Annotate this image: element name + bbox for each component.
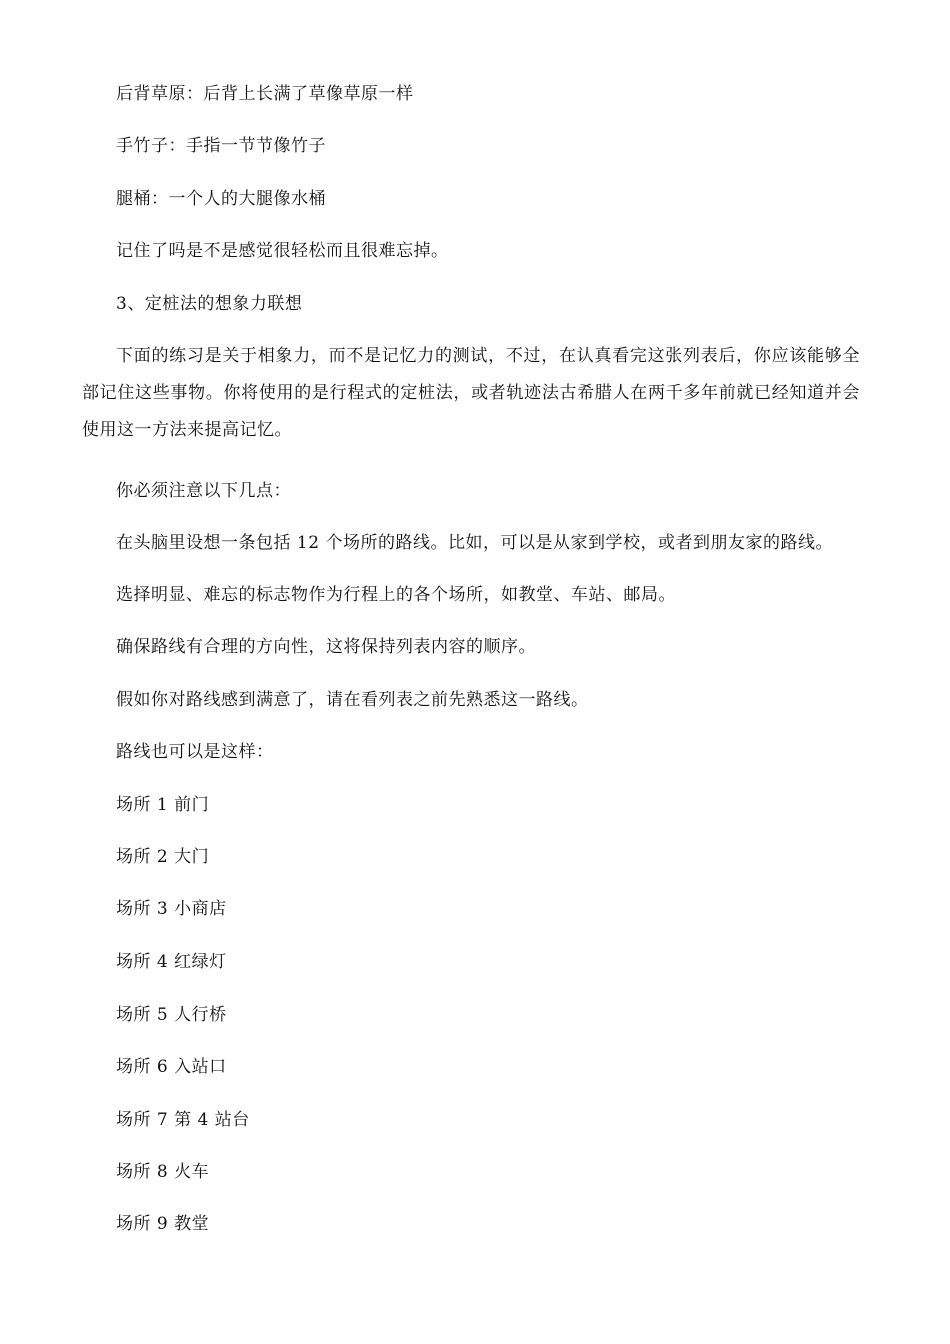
text-line-leg-bucket: 腿桶：一个人的大腿像水桶 [116, 189, 326, 209]
text-line-notes-intro: 你必须注意以下几点： [116, 481, 291, 501]
text-line-route-12-places: 在头脑里设想一条包括 12 个场所的路线。比如，可以是从家到学校，或者到朋友家的路线。 [116, 533, 833, 553]
text-line-landmarks: 选择明显、难忘的标志物作为行程上的各个场所，如教堂、车站、邮局。 [116, 585, 676, 605]
text-line-back-grassland: 后背草原：后背上长满了草像草原一样 [116, 84, 414, 104]
list-item-place-9: 场所 9 教堂 [116, 1214, 210, 1234]
section-heading-peg-method: 3、定桩法的想象力联想 [116, 294, 303, 314]
list-item-place-7: 场所 7 第 4 站台 [116, 1110, 250, 1130]
intro-paragraph: 下面的练习是关于相象力，而不是记忆力的测试，不过，在认真看完这张列表后，你应该能够全部记住这些事物。你将使用的是行程式的定桩法，或者轨迹法古希腊人在两千多年前就已经知道并会使用这一方法来提高记忆。 [82, 346, 860, 440]
list-item-place-8: 场所 8 火车 [116, 1162, 210, 1182]
list-item-place-2: 场所 2 大门 [116, 847, 210, 867]
list-item-place-5: 场所 5 人行桥 [116, 1005, 227, 1025]
list-item-place-6: 场所 6 入站口 [116, 1057, 227, 1077]
list-item-place-1: 场所 1 前门 [116, 795, 210, 815]
list-item-place-3: 场所 3 小商店 [116, 899, 227, 919]
text-line-hand-bamboo: 手竹子：手指一节节像竹子 [116, 136, 326, 156]
text-line-remember-question: 记住了吗是不是感觉很轻松而且很难忘掉。 [116, 241, 449, 261]
text-line-route-example: 路线也可以是这样： [116, 742, 274, 762]
text-line-familiarize: 假如你对路线感到满意了，请在看列表之前先熟悉这一路线。 [116, 690, 589, 710]
text-line-direction: 确保路线有合理的方向性，这将保持列表内容的顺序。 [116, 637, 536, 657]
list-item-place-4: 场所 4 红绿灯 [116, 952, 227, 972]
